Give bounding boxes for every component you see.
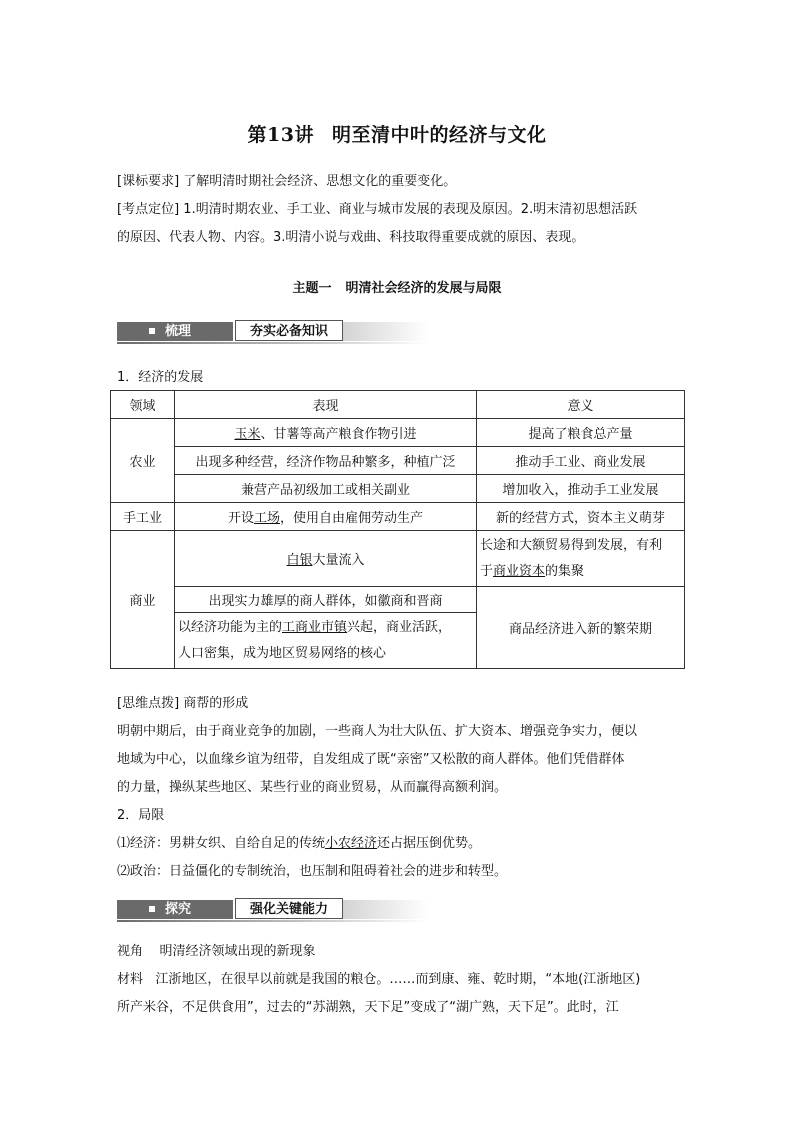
- thinking-line3: 的力量，操纵某些地区、某些行业的商业贸易，从而赢得高额利润。: [117, 780, 508, 795]
- cell-text: ⑴经济：男耕女织、自给自足的传统: [117, 836, 326, 851]
- limits-heading: 2．局限: [117, 808, 165, 823]
- lecture-name: 明至清中叶的经济与文化: [331, 124, 547, 146]
- topic-heading: [0, 277, 794, 296]
- key-term: 工场: [253, 511, 280, 526]
- cell-text: 于: [480, 563, 494, 579]
- banner-fade: [343, 900, 429, 919]
- cell-text: 以经济功能为主的: [178, 619, 283, 635]
- table-header: 表现: [175, 391, 477, 419]
- cell-text: 还占据压倒优势。: [377, 836, 482, 851]
- table-row: [111, 531, 685, 587]
- table-row: [111, 419, 685, 447]
- key-term: 工商业市镇: [282, 619, 348, 635]
- section1-heading: 1．经济的发展: [117, 370, 204, 385]
- table-cell: [175, 531, 477, 587]
- thinking-title: 商帮的形成: [183, 696, 249, 711]
- key-term: 玉米: [234, 427, 261, 442]
- cell-text-line: [178, 615, 473, 641]
- exam-focus-label: [考点定位]: [117, 202, 180, 217]
- field-handicraft: 手工业: [111, 503, 175, 531]
- lecture-number: 第13讲: [247, 124, 314, 146]
- table-cell: 兼营产品初级加工或相关副业: [175, 475, 477, 503]
- page-title: [0, 120, 794, 147]
- cell-text: ，使用自由雇佣劳动生产: [280, 511, 424, 526]
- exam-focus-line2: 的原因、代表人物、内容。3.明清小说与戏曲、科技取得重要成就的原因、表现。: [117, 230, 585, 245]
- table-cell: 出现实力雄厚的商人群体，如徽商和晋商: [175, 587, 477, 613]
- key-term: 小农经济: [325, 836, 378, 851]
- table-header: 领域: [111, 391, 175, 419]
- exam-focus-line1: 1.明清时期农业、手工业、商业与城市发展的表现及原因。2.明末清初思想活跃: [183, 202, 638, 217]
- cell-text: 大量流入: [312, 553, 365, 568]
- thinking-line2: 地域为中心，以血缘乡谊为纽带，自发组成了既“亲密”又松散的商人群体。他们凭借群体: [117, 752, 625, 767]
- field-agriculture: 农业: [111, 419, 175, 503]
- cell-text: 长途和大额贸易得到发展，有利: [480, 537, 663, 553]
- thinking-line1: 明朝中期后，由于商业竞争的加剧，一些商人为壮大队伍、扩大资本、增强竞争实力，便以: [117, 724, 638, 739]
- topic-name: 明清社会经济的发展与局限: [345, 281, 502, 296]
- banner-light-label: 夯实必备知识: [235, 320, 343, 341]
- banner-rule: [117, 920, 429, 922]
- economy-table: [110, 390, 685, 669]
- limits-economy: [117, 830, 687, 858]
- banner-dark-label: 梳理: [165, 324, 192, 339]
- cell-text: 、甘薯等高产粮食作物引进: [260, 427, 417, 442]
- cell-text: 开设: [227, 511, 254, 526]
- exploration: [117, 938, 687, 1022]
- cell-text: 人口密集，成为地区贸易网络的核心: [178, 645, 387, 661]
- table-row: [111, 447, 685, 475]
- banner-rule: [117, 342, 429, 344]
- section-banner-explore: [117, 898, 429, 920]
- table-row: [111, 475, 685, 503]
- material-label: 材料: [117, 972, 144, 987]
- cell-text-line: [480, 559, 681, 585]
- requirements: [117, 168, 677, 196]
- section-banner-review: [117, 320, 429, 342]
- material-line2: 所产米谷，不足供食用”，过去的“苏湖熟，天下足”变成了“湖广熟，天下足”。此时，江: [117, 1000, 619, 1015]
- perspective-label: 视角: [117, 944, 144, 959]
- thinking-tips: [117, 690, 687, 886]
- topic-label: 主题一: [292, 281, 332, 296]
- exam-focus: [117, 196, 697, 252]
- key-term: 白银: [286, 553, 313, 568]
- limits-politics: ⑵政治：日益僵化的专制统治，也压制和阻碍着社会的进步和转型。: [117, 864, 508, 879]
- key-term: 商业资本: [493, 563, 546, 579]
- square-bullet-icon: [149, 328, 155, 334]
- cell-text: 的集聚: [545, 563, 585, 579]
- cell-text: 兴起，商业活跃，: [347, 619, 452, 635]
- table-row: [111, 587, 685, 613]
- table-cell: [175, 419, 477, 447]
- table-header-row: [111, 391, 685, 419]
- banner-dark-tab: [117, 900, 233, 919]
- table-header: 意义: [477, 391, 685, 419]
- table-cell: 出现多种经营，经济作物品种繁多，种植广泛: [175, 447, 477, 475]
- perspective-text: 明清经济领域出现的新现象: [159, 944, 316, 959]
- table-cell: 增加收入，推动手工业发展: [477, 475, 685, 503]
- banner-fade: [343, 322, 429, 341]
- square-bullet-icon: [149, 906, 155, 912]
- requirements-label: [课标要求]: [117, 174, 180, 189]
- table-cell: 新的经营方式，资本主义萌芽: [477, 503, 685, 531]
- field-commerce: 商业: [111, 531, 175, 669]
- table-cell: 推动手工业、商业发展: [477, 447, 685, 475]
- table-cell: [175, 613, 477, 669]
- banner-dark-label: 探究: [165, 902, 192, 917]
- table-cell: [477, 531, 685, 587]
- thinking-label: [思维点拨]: [117, 696, 180, 711]
- table-cell: 商品经济进入新的繁荣期: [477, 587, 685, 669]
- banner-dark-tab: [117, 322, 233, 341]
- table-row: [111, 503, 685, 531]
- requirements-text: 了解明清时期社会经济、思想文化的重要变化。: [183, 174, 457, 189]
- table-cell: [175, 503, 477, 531]
- material-line1: 江浙地区，在很早以前就是我国的粮仓。……而到康、雍、乾时期，“本地(江浙地区): [155, 972, 641, 987]
- table-cell: 提高了粮食总产量: [477, 419, 685, 447]
- banner-light-label: 强化关键能力: [235, 898, 343, 919]
